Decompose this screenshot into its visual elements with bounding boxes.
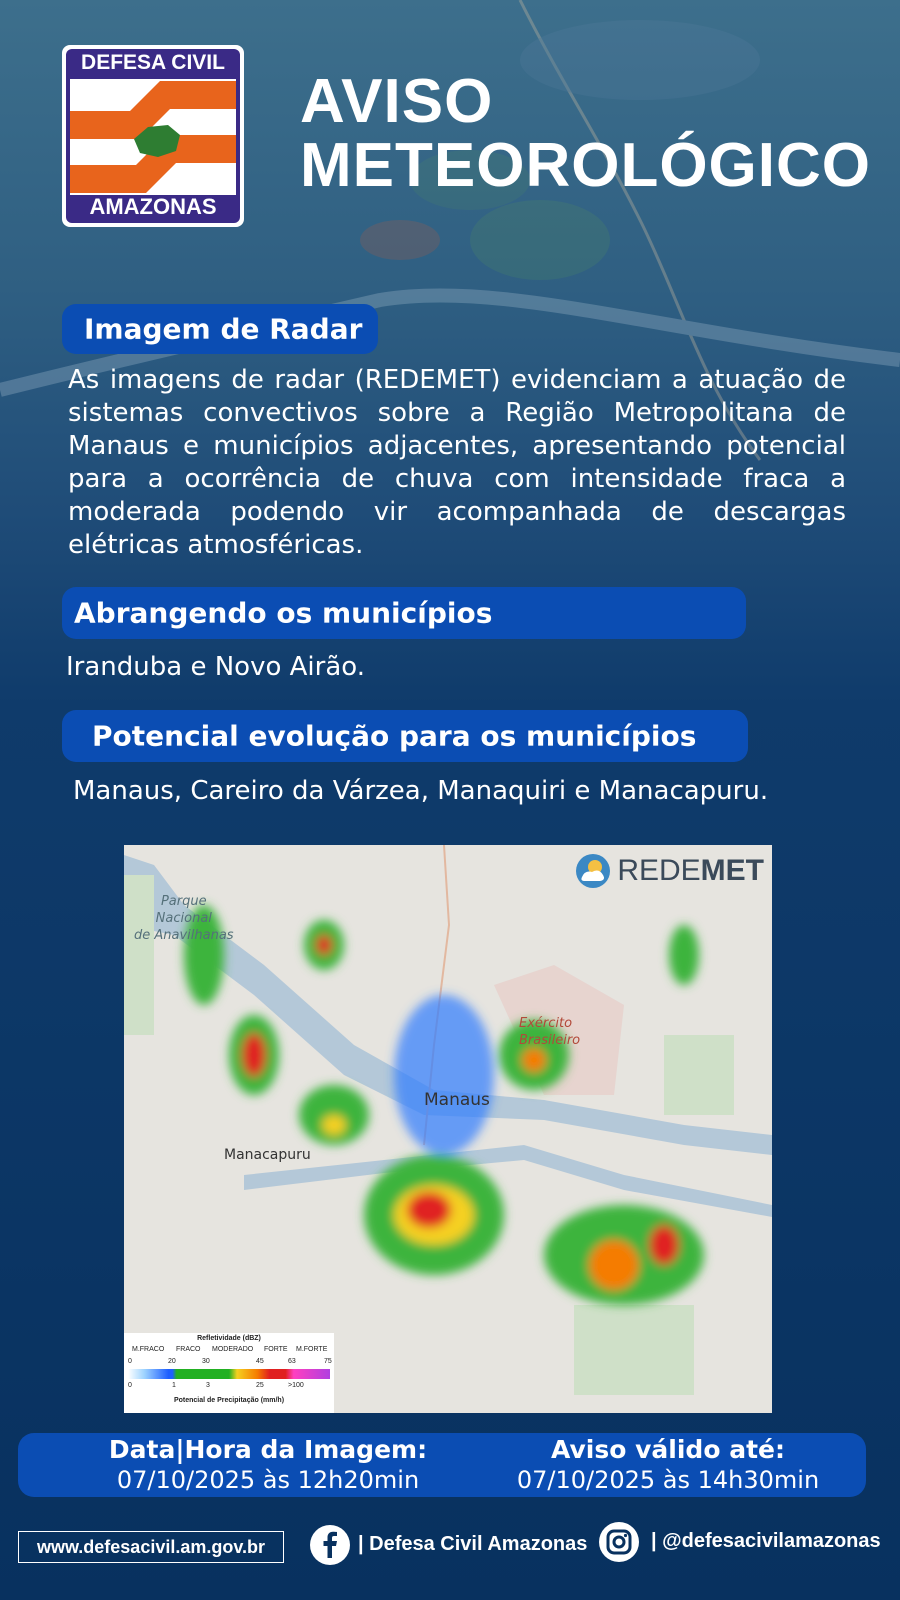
legend-dbz-5: 75 <box>324 1358 332 1365</box>
legend-cat-3: FORTE <box>264 1346 288 1353</box>
map-label-park: Parque Nacional de Anavilhanas <box>134 894 234 943</box>
legend-title: Refletividade (dBZ) <box>197 1335 261 1342</box>
radar-image <box>124 845 772 1413</box>
title-line-2: METEOROLÓGICO <box>300 131 871 200</box>
radar-legend <box>124 1333 334 1413</box>
legend-dbz-3: 45 <box>256 1358 264 1365</box>
instagram-link[interactable]: | @defesacivilamazonas <box>651 1530 881 1552</box>
evolucao-list: Manaus, Careiro da Várzea, Manaquiri e Manacapuru. <box>73 776 769 806</box>
redemet-logo-icon <box>575 853 611 889</box>
municipios-heading-text: Abrangendo os municípios <box>74 596 493 630</box>
title-line-1: AVISO <box>300 67 494 136</box>
evolucao-section-heading <box>62 710 748 762</box>
facebook-link[interactable]: | Defesa Civil Amazonas <box>358 1533 588 1555</box>
image-datetime <box>88 1433 448 1495</box>
legend-cat-1: FRACO <box>176 1346 201 1353</box>
redemet-brand <box>575 851 764 891</box>
legend-rate-3: 25 <box>256 1382 264 1389</box>
municipios-section-heading <box>62 587 746 639</box>
legend-rate-2: 3 <box>206 1382 210 1389</box>
legend-cat-2: MODERADO <box>212 1346 254 1353</box>
logo-emblem-icon <box>70 79 236 195</box>
facebook-icon[interactable] <box>310 1525 350 1565</box>
legend-dbz-0: 0 <box>128 1358 132 1365</box>
legend-rate-1: 1 <box>172 1382 176 1389</box>
image-datetime-value: 07/10/2025 às 12h20min <box>116 1466 420 1494</box>
instagram-icon[interactable] <box>599 1522 639 1562</box>
legend-footer: Potencial de Precipitação (mm/h) <box>173 1397 285 1404</box>
legend-cat-0: M.FRACO <box>132 1346 165 1353</box>
image-datetime-label: Data|Hora da Imagem: <box>108 1435 428 1464</box>
legend-dbz-4: 63 <box>288 1358 296 1365</box>
redemet-light-text: REDE <box>617 854 701 887</box>
municipios-list: Iranduba e Novo Airão. <box>66 652 365 682</box>
valid-until-value: 07/10/2025 às 14h30min <box>516 1466 820 1494</box>
validity-box <box>18 1433 866 1497</box>
evolucao-heading-text: Potencial evolução para os municípios <box>92 719 697 753</box>
logo-top-text: DEFESA CIVIL <box>81 51 225 74</box>
page-title <box>300 67 871 200</box>
legend-rate-4: >100 <box>288 1382 304 1389</box>
logo-bottom-text: AMAZONAS <box>89 194 217 219</box>
defesa-civil-logo <box>62 45 244 227</box>
legend-cat-4: M.FORTE <box>296 1346 328 1353</box>
redemet-bold-text: MET <box>700 854 764 887</box>
valid-until-label: Aviso válido até: <box>551 1435 785 1464</box>
legend-dbz-1: 20 <box>168 1358 176 1365</box>
radar-section-heading <box>62 304 378 354</box>
radar-description: As imagens de radar (REDEMET) evidenciam a atuação de sistemas convectivos sobre a Região Metropolitana de Manaus e municípios adjacentes, apresentando potencial para a ocorrência de chuva com intensidade fraca a moderada podendo vir acompanhada de descargas elétricas atmosféricas. <box>68 365 846 560</box>
logo-emblem <box>70 79 236 195</box>
website-link[interactable]: www.defesacivil.am.gov.br <box>18 1531 284 1563</box>
radar-heading-text: Imagem de Radar <box>84 312 363 346</box>
valid-until <box>488 1433 848 1495</box>
map-label-manaus: Manaus <box>424 1090 490 1110</box>
legend-color-scale <box>128 1369 330 1379</box>
map-label-manacapuru: Manacapuru <box>224 1147 311 1163</box>
map-label-exercito: Exército Brasileiro <box>519 1016 581 1048</box>
legend-dbz-2: 30 <box>202 1358 210 1365</box>
legend-rate-0: 0 <box>128 1382 132 1389</box>
